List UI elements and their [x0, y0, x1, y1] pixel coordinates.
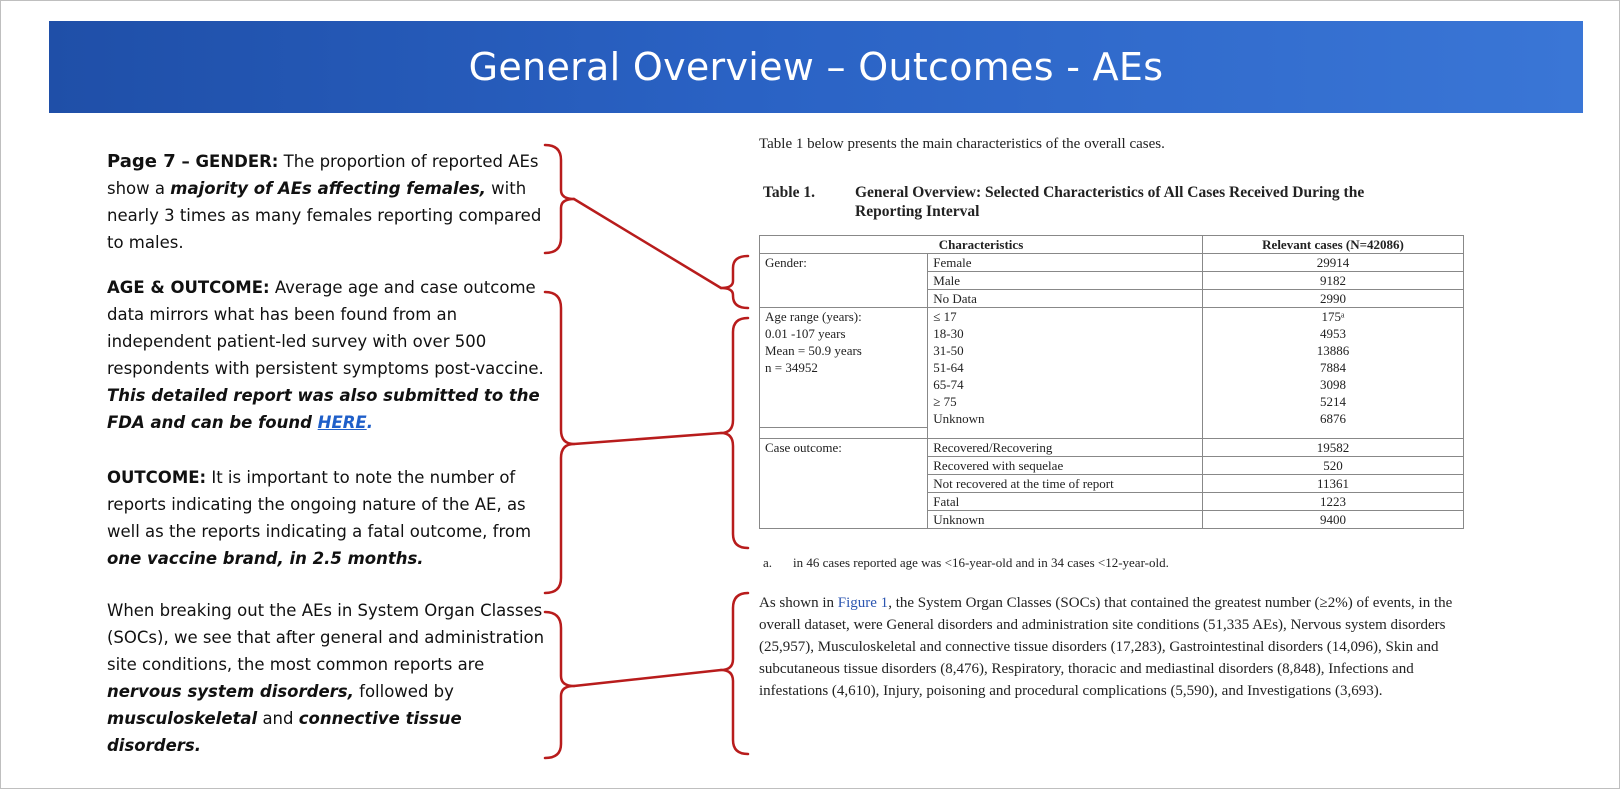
slide-title: General Overview – Outcomes - AEs [468, 45, 1164, 89]
link-period: . [366, 413, 373, 432]
row-name: Recovered with sequelae [928, 456, 1203, 474]
document-intro: Table 1 below presents the main characteristics of the overall cases. [759, 136, 1165, 152]
note-emphasis: nervous system disorders, [107, 682, 354, 701]
note-text: It is important to note the number of reports indicating the ongoing nature of the AE, as well as the reports indicating a fatal outcome, from [107, 468, 532, 541]
row-value: 520 [1203, 456, 1464, 474]
title-banner [49, 21, 1583, 113]
row-name: ≤ 17 [928, 308, 1203, 326]
row-value: 19582 [1203, 438, 1464, 456]
row-value: 13886 [1203, 342, 1464, 359]
row-name: ≥ 75 [928, 393, 1203, 410]
note-text: When breaking out the AEs in System Organ Classes (SOCs), we see that after general and administration site conditions, the most common reports are [107, 601, 545, 674]
note-emphasis: one vaccine brand, in 2.5 months. [107, 549, 424, 568]
footnote-letter: a. [763, 555, 773, 570]
row-value: 2990 [1203, 290, 1464, 308]
note-dash: – [175, 152, 196, 171]
row-name: Unknown [928, 510, 1203, 528]
row-value: 5214 [1203, 393, 1464, 410]
row-value: 4953 [1203, 325, 1464, 342]
row-value: 9400 [1203, 510, 1464, 528]
note-age-outcome [107, 274, 557, 436]
here-link[interactable]: HERE [317, 413, 367, 432]
para-text: , the System Organ Classes (SOCs) that contained the greatest number (≥2%) of events, in the overall dataset, were General disorders and administration site conditions (51,335 AEs), Nervous system disorders (25,957), Musculoskeletal and connective tissue disorders (17,283), Gastrointestinal disorders (14,096), Skin and subcutaneous tissue disorders (8,476), Respiratory, thoracic and mediastinal disorders (8,848), Infections and infestations (4,610), Injury, poisoning and procedural complications (5,590), and Investigations (3,693). [759, 595, 1453, 699]
table-header-row [760, 236, 1464, 254]
row-name: 51-64 [928, 359, 1203, 376]
note-text: Average age and case outcome data mirrors what has been found from an independent patient-led survey with over 500 respondents with persistent symptoms post-vaccine. [107, 278, 544, 378]
row-name: 31-50 [928, 342, 1203, 359]
page-reference: Page 7 [107, 151, 176, 172]
row-value: 175ᵃ [1203, 308, 1464, 326]
note-emphasis: This detailed report was also submitted to the FDA and can be found [107, 386, 540, 432]
age-label-line: Mean = 50.9 years [765, 343, 862, 358]
note-text: The proportion of reported AEs show a [107, 152, 539, 198]
header-characteristics: Characteristics [760, 236, 1203, 254]
para-text: As shown in [759, 595, 838, 611]
note-outcome [107, 464, 557, 572]
figure-reference: Figure 1 [837, 595, 889, 611]
note-gender [107, 148, 557, 256]
row-value: 11361 [1203, 474, 1464, 492]
table-row [760, 438, 1464, 456]
outcome-label: OUTCOME: [107, 468, 207, 487]
age-outcome-label: AGE & OUTCOME: [107, 278, 270, 297]
note-emphasis: majority of AEs affecting females, [170, 179, 486, 198]
note-text: with nearly 3 times as many females reporting compared to males. [107, 179, 542, 252]
table-caption-text: General Overview: Selected Characteristics of All Cases Received During the Reporting Interval [855, 184, 1365, 220]
row-name: Fatal [928, 492, 1203, 510]
row-name: 65-74 [928, 376, 1203, 393]
gender-label: GENDER: [195, 152, 279, 171]
row-name: Recovered/Recovering [928, 438, 1203, 456]
age-label-line: n = 34952 [765, 360, 818, 375]
note-soc [107, 597, 557, 759]
row-name: No Data [928, 290, 1203, 308]
row-name: Unknown [928, 410, 1203, 427]
row-value: 1223 [1203, 492, 1464, 510]
row-name: Not recovered at the time of report [928, 474, 1203, 492]
row-name: Male [928, 272, 1203, 290]
age-label-line: Age range (years): [765, 309, 862, 324]
row-name: Female [928, 254, 1203, 272]
gender-row-label: Gender: [760, 254, 928, 308]
outcome-row-label: Case outcome: [760, 438, 928, 528]
table-number: Table 1. [763, 184, 815, 201]
footnote-text: in 46 cases reported age was <16-year-old and in 34 cases <12-year-old. [793, 555, 1169, 570]
row-value: 7884 [1203, 359, 1464, 376]
note-emphasis: connective tissue disorders. [107, 709, 462, 755]
row-value: 9182 [1203, 272, 1464, 290]
header-cases: Relevant cases (N=42086) [1203, 236, 1464, 254]
note-emphasis: musculoskeletal [107, 709, 258, 728]
table-row [760, 254, 1464, 272]
row-value: 29914 [1203, 254, 1464, 272]
soc-paragraph [759, 592, 1464, 702]
row-name: 18-30 [928, 325, 1203, 342]
age-label-line: 0.01 -107 years [765, 326, 846, 341]
note-text: followed by [353, 682, 454, 701]
characteristics-table [759, 235, 1464, 529]
table-row [760, 308, 1464, 326]
row-value: 6876 [1203, 410, 1464, 427]
table-spacer-row [760, 427, 1464, 438]
note-text: and [257, 709, 299, 728]
row-value: 3098 [1203, 376, 1464, 393]
age-row-label [760, 308, 928, 428]
